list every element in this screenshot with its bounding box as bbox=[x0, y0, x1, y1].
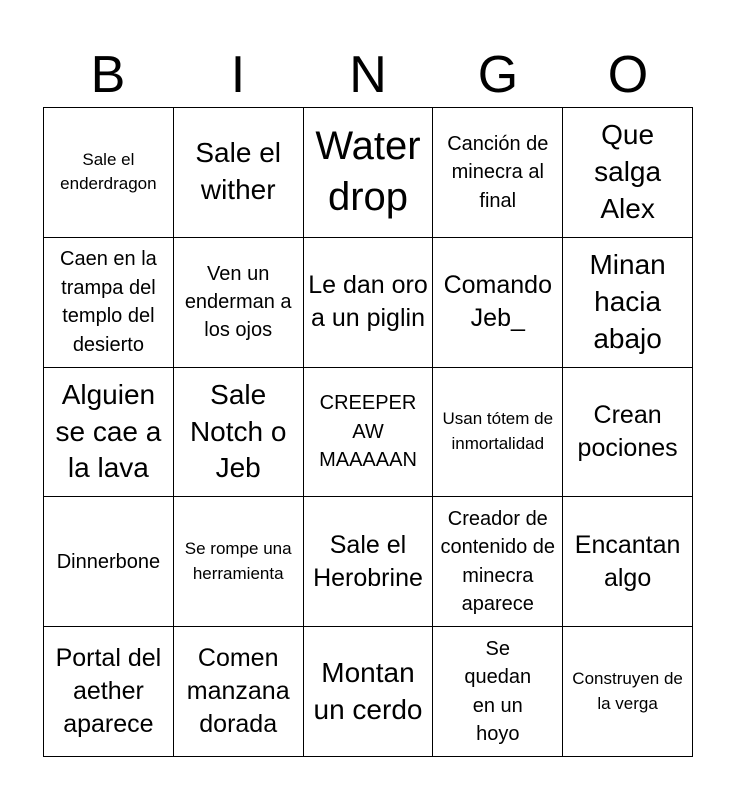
cell-text: Se rompe una herramienta bbox=[184, 539, 292, 583]
cell-text: Caen en la trampa del templo del desierto bbox=[60, 248, 157, 356]
cell-text: Usan tótem de inmortalidad bbox=[442, 409, 554, 453]
bingo-cell[interactable] bbox=[433, 627, 563, 757]
bingo-cell[interactable] bbox=[304, 238, 434, 368]
cell-text: Sale el enderdragon bbox=[60, 149, 157, 194]
cell-text: Crean pociones bbox=[577, 400, 678, 462]
bingo-cell[interactable] bbox=[174, 238, 304, 368]
cell-text: Que salga Alex bbox=[594, 118, 662, 224]
bingo-cell[interactable] bbox=[174, 627, 304, 757]
cell-text: CREEPER AW MAAAAAN bbox=[319, 392, 417, 472]
bingo-cell[interactable] bbox=[44, 497, 174, 627]
cell-text: Dinnerbone bbox=[56, 550, 161, 573]
cell-text: Portal del aether aparece bbox=[55, 644, 162, 739]
bingo-cell[interactable] bbox=[563, 108, 693, 238]
bingo-cell[interactable] bbox=[44, 368, 174, 498]
cell-text: Comen manzana dorada bbox=[186, 644, 290, 739]
bingo-cell[interactable] bbox=[174, 368, 304, 498]
header-letter-o: O bbox=[607, 46, 649, 104]
bingo-cell[interactable] bbox=[433, 238, 563, 368]
bingo-cell[interactable] bbox=[44, 108, 174, 238]
bingo-cell[interactable] bbox=[304, 627, 434, 757]
bingo-cell[interactable] bbox=[304, 497, 434, 627]
header-letter-n: N bbox=[349, 46, 387, 104]
cell-text: Le dan oro a un piglin bbox=[308, 271, 428, 333]
cell-text: Sale el Herobrine bbox=[313, 530, 423, 592]
cell-text: Sale el wither bbox=[195, 137, 281, 206]
header-letter-g: G bbox=[477, 46, 519, 104]
cell-text: Minan hacia abajo bbox=[589, 248, 666, 354]
cell-text: Creador de contenido de minecra aparece bbox=[440, 508, 556, 616]
header-letter-i: I bbox=[230, 46, 246, 104]
bingo-cell[interactable] bbox=[174, 497, 304, 627]
bingo-cell[interactable] bbox=[44, 238, 174, 368]
bingo-header bbox=[43, 42, 693, 108]
cell-text: Comando Jeb_ bbox=[443, 271, 552, 333]
cell-text: Sale Notch o Jeb bbox=[189, 378, 287, 484]
cell-text: Construyen de la verga bbox=[572, 668, 683, 713]
cell-text: Water drop bbox=[315, 124, 421, 220]
cell-text: Se quedan en un hoyo bbox=[464, 637, 532, 745]
bingo-cell[interactable] bbox=[433, 108, 563, 238]
bingo-cell[interactable] bbox=[44, 627, 174, 757]
bingo-cell[interactable] bbox=[433, 497, 563, 627]
cell-text: Alguien se cae a la lava bbox=[55, 378, 162, 484]
cell-text: Ven un enderman a los ojos bbox=[184, 262, 292, 342]
bingo-cell[interactable] bbox=[433, 368, 563, 498]
cell-text: Montan un cerdo bbox=[313, 656, 423, 725]
bingo-cell[interactable] bbox=[174, 108, 304, 238]
bingo-cell[interactable] bbox=[563, 368, 693, 498]
bingo-cell[interactable] bbox=[563, 497, 693, 627]
bingo-cell[interactable] bbox=[304, 108, 434, 238]
cell-text: Canción de minecra al final bbox=[447, 132, 549, 212]
cell-text: Encantan algo bbox=[574, 530, 681, 592]
bingo-cell[interactable] bbox=[563, 627, 693, 757]
bingo-board bbox=[43, 107, 693, 757]
header-letter-b: B bbox=[90, 46, 126, 104]
bingo-cell[interactable] bbox=[304, 368, 434, 498]
bingo-cell[interactable] bbox=[563, 238, 693, 368]
